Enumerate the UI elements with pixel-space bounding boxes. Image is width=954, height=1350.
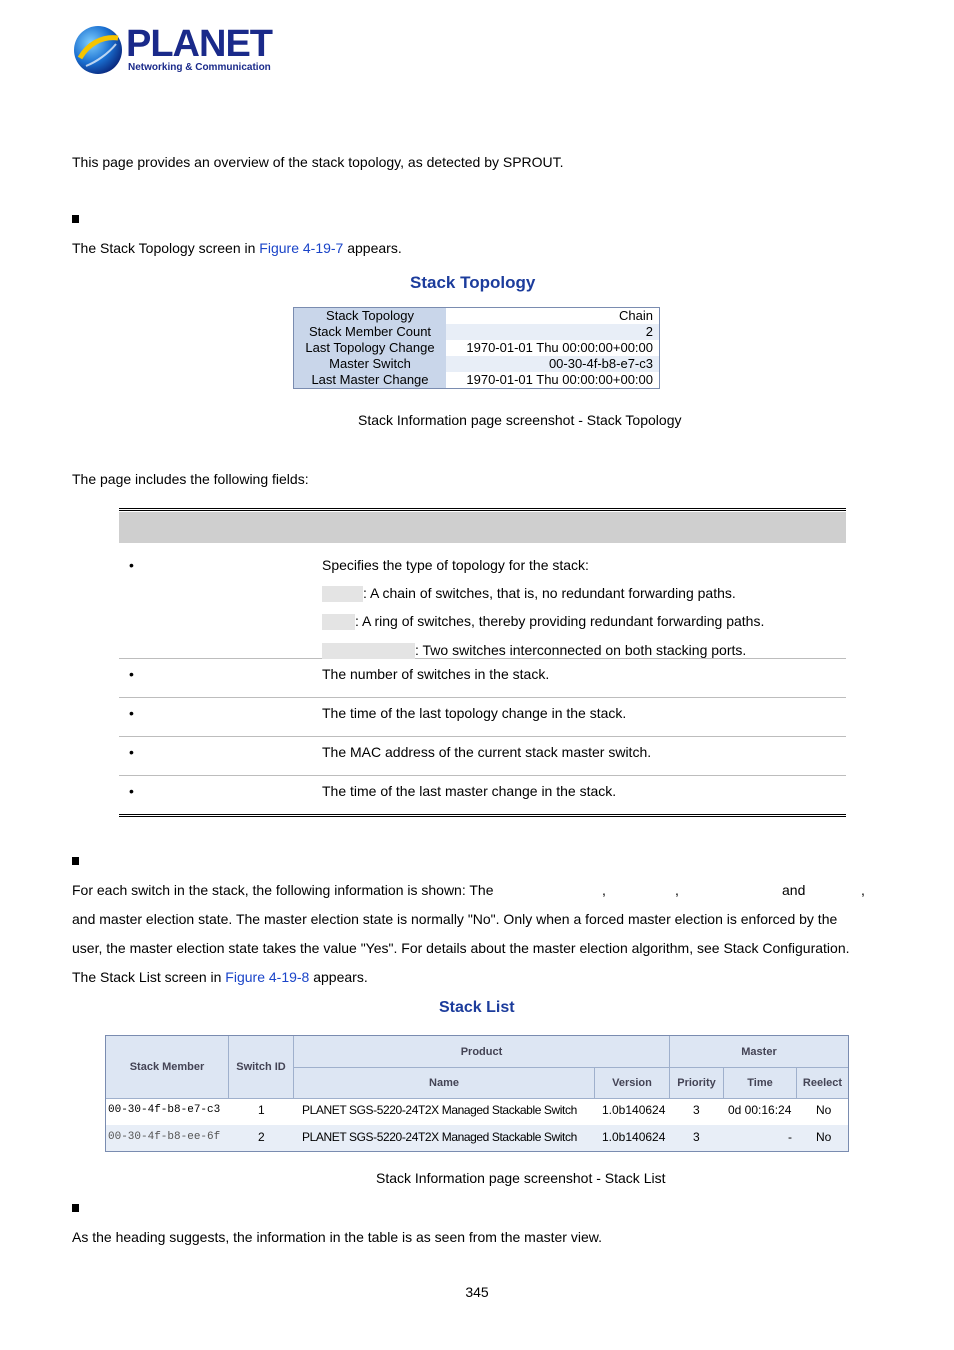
stack-list-table (105, 1035, 849, 1152)
header-stack-member: Stack Member (106, 1036, 229, 1099)
field-row-member-count (119, 659, 846, 698)
stacklist-caption: Stack Information page screenshot - Stack List (376, 1170, 666, 1186)
field-sub-chain (322, 585, 736, 602)
master-view-text: As the heading suggests, the information in the table is as seen from the master view. (72, 1229, 602, 1245)
stack-topology-table (293, 307, 660, 389)
field-sub-back2back (322, 642, 746, 659)
table-top-rule (119, 508, 846, 511)
header-master: Master (670, 1036, 848, 1068)
topology-value: 2 (446, 324, 660, 340)
term-placeholder (322, 643, 415, 659)
topology-row (294, 372, 660, 389)
cell-priority: 3 (693, 1130, 700, 1144)
term-placeholder (322, 614, 355, 630)
logo-brand: PLANET (126, 23, 272, 65)
section-bullet-1 (72, 215, 79, 223)
header-reelect: Reelect (797, 1068, 848, 1099)
table-header (119, 512, 846, 543)
cell-member[interactable]: 00-30-4f-b8-ee-6f (108, 1131, 221, 1143)
field-desc: Specifies the type of topology for the stack: (322, 557, 589, 573)
topology-row (294, 308, 660, 325)
line1-text: For each switch in the stack, the following information is shown: The (72, 882, 494, 898)
line4-after: appears. (309, 969, 368, 985)
topology-key: Last Master Change (294, 372, 447, 389)
stacklist-line2: and master election state. The master election state is normally "No". Only when a forced master election is enforced by the (72, 911, 838, 927)
stacklist-line3: user, the master election state takes the value "Yes". For details about the master election algorithm, see Stack Configuration. (72, 940, 850, 956)
field-row-topology-change (119, 698, 846, 737)
term-placeholder (322, 586, 363, 602)
line1-comma: , (602, 882, 606, 898)
fields-intro: The page includes the following fields: (72, 471, 309, 487)
field-desc: The number of switches in the stack. (322, 666, 550, 682)
stack-topology-title: Stack Topology (410, 273, 536, 292)
planet-logo (72, 22, 272, 82)
stack-list-title: Stack List (439, 999, 515, 1016)
topology-caption: Stack Information page screenshot - Stack Topology (358, 412, 682, 428)
cell-version: 1.0b140624 (602, 1103, 666, 1117)
field-desc: The MAC address of the current stack master switch. (322, 744, 652, 760)
cell-reelect: No (816, 1103, 832, 1117)
line4-before: The Stack List screen in (72, 969, 226, 985)
figure-link-4-19-7[interactable]: Figure 4-19-7 (259, 240, 344, 256)
row-bullet: • (129, 705, 134, 721)
table-bottom-rule (119, 814, 846, 817)
stacklist-line4 (72, 967, 368, 987)
topology-value: Chain (619, 308, 653, 323)
sub-text: : A chain of switches, that is, no redundant forwarding paths. (363, 585, 736, 601)
cell-reelect: No (816, 1130, 832, 1144)
topology-ref-after: appears. (343, 240, 402, 256)
row-bullet: • (129, 744, 134, 760)
cell-switch-id: 1 (258, 1103, 265, 1117)
cell-switch-id: 2 (258, 1130, 265, 1144)
header-time: Time (724, 1068, 797, 1099)
topology-row (294, 324, 660, 340)
sub-text: : Two switches interconnected on both stacking ports. (415, 642, 747, 658)
topology-key: Last Topology Change (294, 340, 447, 356)
page-number: 345 (465, 1284, 489, 1300)
topology-value: 1970-01-01 Thu 00:00:00+00:00 (466, 340, 653, 355)
topology-ref-before: The Stack Topology screen in (72, 240, 260, 256)
header-name: Name (294, 1068, 595, 1099)
section-bullet-2 (72, 857, 79, 865)
field-row-master-change (119, 776, 846, 814)
line1-comma: , (675, 882, 679, 898)
field-row-topology (119, 543, 846, 659)
sub-text: : A ring of switches, thereby providing redundant forwarding paths. (355, 613, 765, 629)
cell-member[interactable]: 00-30-4f-b8-e7-c3 (108, 1104, 221, 1116)
stacklist-line1 (72, 880, 494, 900)
topology-row (294, 340, 660, 356)
logo-tagline: Networking & Communication (128, 62, 271, 73)
intro-text: This page provides an overview of the stack topology, as detected by SPROUT. (72, 154, 564, 170)
cell-version: 1.0b140624 (602, 1130, 666, 1144)
line1-comma: , (861, 882, 865, 898)
row-bullet: • (129, 557, 134, 573)
header-version: Version (595, 1068, 670, 1099)
topology-key: Master Switch (294, 356, 447, 372)
cell-time: 0d 00:16:24 (728, 1103, 792, 1117)
section-bullet-3 (72, 1204, 79, 1212)
cell-time: - (788, 1130, 792, 1144)
topology-row (294, 356, 660, 372)
topology-ref (72, 238, 402, 258)
cell-name: PLANET SGS-5220-24T2X Managed Stackable Switch (302, 1103, 577, 1117)
line1-and: and (782, 882, 806, 898)
topology-key: Stack Member Count (294, 324, 447, 340)
field-sub-ring (322, 613, 764, 630)
field-row-master-switch (119, 737, 846, 776)
figure-link-4-19-8[interactable]: Figure 4-19-8 (225, 969, 310, 985)
field-desc: The time of the last master change in the stack. (322, 783, 617, 799)
topology-value: 00-30-4f-b8-e7-c3 (446, 356, 660, 372)
row-bullet: • (129, 783, 134, 799)
globe-icon (72, 24, 124, 76)
header-switch-id: Switch ID (229, 1036, 294, 1099)
topology-value: 1970-01-01 Thu 00:00:00+00:00 (466, 372, 653, 387)
header-priority: Priority (670, 1068, 724, 1099)
header-product: Product (294, 1036, 670, 1068)
cell-priority: 3 (693, 1103, 700, 1117)
field-desc: The time of the last topology change in the stack. (322, 705, 627, 721)
row-bullet: • (129, 666, 134, 682)
topology-key: Stack Topology (294, 308, 447, 325)
cell-name: PLANET SGS-5220-24T2X Managed Stackable Switch (302, 1130, 577, 1144)
